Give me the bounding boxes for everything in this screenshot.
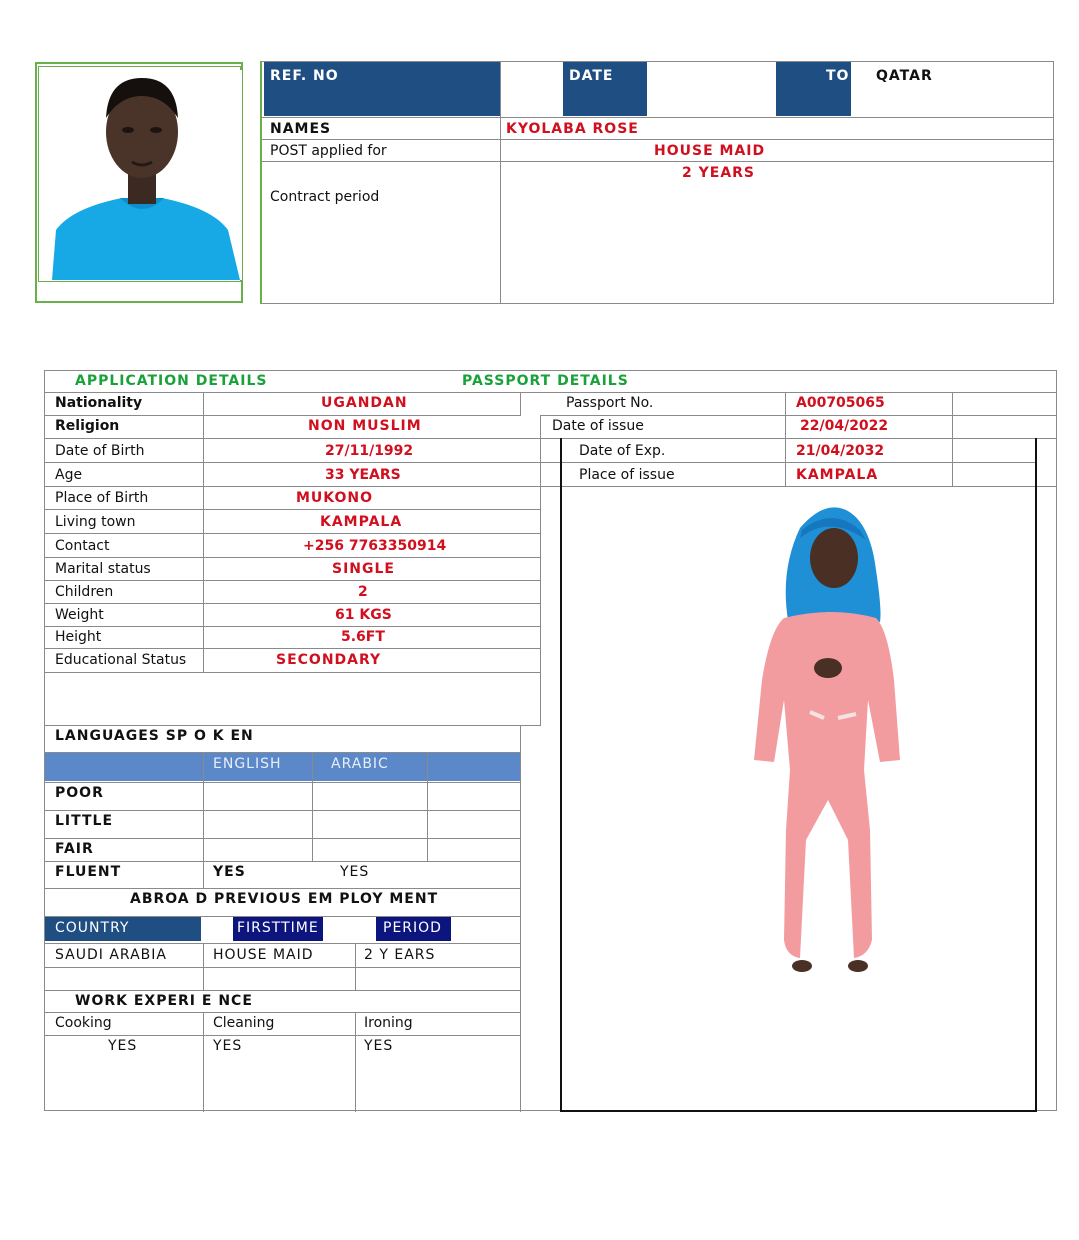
cooking-header: Cooking — [55, 1015, 112, 1031]
period-header: PERIOD — [383, 920, 442, 936]
dob-label: Date of Birth — [55, 443, 145, 459]
marital-status-label: Marital status — [55, 561, 151, 577]
pass-row-line — [540, 438, 1057, 439]
post-value: HOUSE MAID — [654, 143, 766, 159]
title-row-divider — [44, 392, 1057, 393]
religion-value: NON MUSLIM — [308, 418, 422, 434]
work-line — [44, 1012, 521, 1013]
app-row-line — [44, 580, 541, 581]
contact-value: +256 7763350914 — [303, 538, 447, 554]
place-of-birth-value: MUKONO — [296, 490, 374, 506]
top-row-divider-3 — [262, 161, 1054, 162]
languages-title: LANGUAGES SP O K EN — [55, 728, 254, 744]
destination-value: QATAR — [876, 68, 933, 84]
photo-box-right — [1035, 438, 1037, 1112]
emp-country-value: SAUDI ARABIA — [55, 947, 167, 963]
employment-title: ABROA D PREVIOUS EM PLOY MENT — [130, 891, 439, 907]
passport-no-label: Passport No. — [566, 395, 654, 411]
app-row-line — [44, 648, 541, 649]
lang-row-line — [44, 838, 521, 839]
lang-row-line — [44, 861, 521, 862]
app-row-line — [44, 509, 541, 510]
emp-position-value: HOUSE MAID — [213, 947, 314, 963]
app-row-line — [44, 486, 541, 487]
dob-value: 27/11/1992 — [325, 443, 414, 459]
app-right-border — [520, 392, 521, 415]
pass-row-line — [540, 415, 1057, 416]
photo-box-bottom — [560, 1110, 1037, 1112]
age-value: 33 YEARS — [325, 467, 401, 483]
cooking-value: YES — [108, 1038, 138, 1054]
app-row-line — [44, 533, 541, 534]
app-row-line — [44, 603, 541, 604]
app-row-line — [44, 672, 541, 673]
app-row-line — [44, 438, 541, 439]
passport-no-value: A00705065 — [796, 395, 885, 411]
pass-col-line — [952, 392, 953, 486]
lang-col-line — [203, 753, 204, 888]
app-row-line — [44, 626, 541, 627]
education-value: SECONDARY — [276, 652, 382, 668]
emp-line — [44, 943, 521, 944]
age-label: Age — [55, 467, 83, 483]
place-of-issue-label: Place of issue — [579, 467, 675, 483]
contract-value: 2 YEARS — [682, 165, 756, 181]
ironing-header: Ironing — [364, 1015, 413, 1031]
cleaning-header: Cleaning — [213, 1015, 275, 1031]
nationality-label: Nationality — [55, 395, 143, 411]
top-row-divider-2 — [262, 139, 1054, 140]
emp-line — [44, 967, 521, 968]
lang-col-line — [312, 753, 313, 861]
work-col-line — [355, 1012, 356, 1112]
top-row-divider-1 — [262, 117, 1054, 118]
date-of-exp-value: 21/04/2032 — [796, 443, 885, 459]
lang-arabic-header: ARABIC — [331, 756, 389, 772]
to-label: TO — [826, 68, 850, 84]
emp-period-value: 2 Y EARS — [364, 947, 436, 963]
level-little: LITTLE — [55, 813, 114, 829]
full-body-image — [740, 500, 920, 990]
work-col-line — [203, 1012, 204, 1112]
portrait-image — [42, 70, 242, 280]
application-title: APPLICATION DETAILS — [75, 373, 268, 389]
marital-status-value: SINGLE — [332, 561, 395, 577]
work-title: WORK EXPERI E NCE — [75, 993, 253, 1009]
date-of-issue-value: 22/04/2022 — [800, 418, 889, 434]
passport-photo — [42, 70, 242, 280]
pass-row-line — [540, 462, 1036, 463]
app-row-line — [44, 462, 541, 463]
religion-label: Religion — [55, 418, 120, 434]
fluent-arabic-value: YES — [340, 864, 370, 880]
lang-row-line — [44, 782, 521, 783]
weight-label: Weight — [55, 607, 104, 623]
cleaning-value: YES — [213, 1038, 243, 1054]
level-fluent: FLUENT — [55, 864, 122, 880]
app-col-divider — [203, 392, 204, 672]
post-label: POST applied for — [270, 143, 387, 159]
country-header: COUNTRY — [55, 920, 130, 936]
top-col-divider — [500, 62, 501, 304]
lang-english-header: ENGLISH — [213, 756, 282, 772]
top-table-left-green — [260, 61, 262, 304]
level-fair: FAIR — [55, 841, 94, 857]
fluent-english-value: YES — [213, 864, 246, 880]
lang-row-line — [44, 888, 521, 889]
level-poor: POOR — [55, 785, 104, 801]
lang-row-line — [44, 810, 521, 811]
education-label: Educational Status — [55, 652, 187, 668]
contract-label: Contract period — [270, 189, 380, 205]
app-row-line — [44, 415, 521, 416]
lang-col-line — [427, 753, 428, 861]
children-label: Children — [55, 584, 114, 600]
pass-col-line — [785, 392, 786, 486]
height-label: Height — [55, 629, 102, 645]
ref-label: REF. NO — [270, 68, 339, 84]
place-of-issue-value: KAMPALA — [796, 467, 879, 483]
weight-value: 61 KGS — [335, 607, 392, 623]
ironing-value: YES — [364, 1038, 394, 1054]
names-label: NAMES — [270, 121, 332, 137]
living-town-value: KAMPALA — [320, 514, 403, 530]
app-row-line — [44, 557, 541, 558]
emp-line — [44, 990, 521, 991]
firsttime-header: FIRSTTIME — [237, 920, 319, 936]
app-row-line — [44, 725, 541, 726]
pass-row-line — [540, 486, 1057, 487]
nationality-value: UGANDAN — [321, 395, 408, 411]
languages-header-row — [45, 753, 520, 781]
lang-col-line — [520, 725, 521, 1112]
passport-title: PASSPORT DETAILS — [462, 373, 629, 389]
date-label: DATE — [569, 68, 614, 84]
place-of-birth-label: Place of Birth — [55, 490, 149, 506]
children-value: 2 — [358, 584, 368, 600]
living-town-label: Living town — [55, 514, 136, 530]
name-value: KYOLABA ROSE — [506, 121, 639, 137]
height-value: 5.6FT — [341, 629, 385, 645]
contact-label: Contact — [55, 538, 110, 554]
date-of-exp-label: Date of Exp. — [579, 443, 666, 459]
photo-box-left — [560, 438, 562, 1112]
full-body-photo — [740, 500, 920, 990]
work-line — [44, 1035, 521, 1036]
date-of-issue-label: Date of issue — [552, 418, 644, 434]
